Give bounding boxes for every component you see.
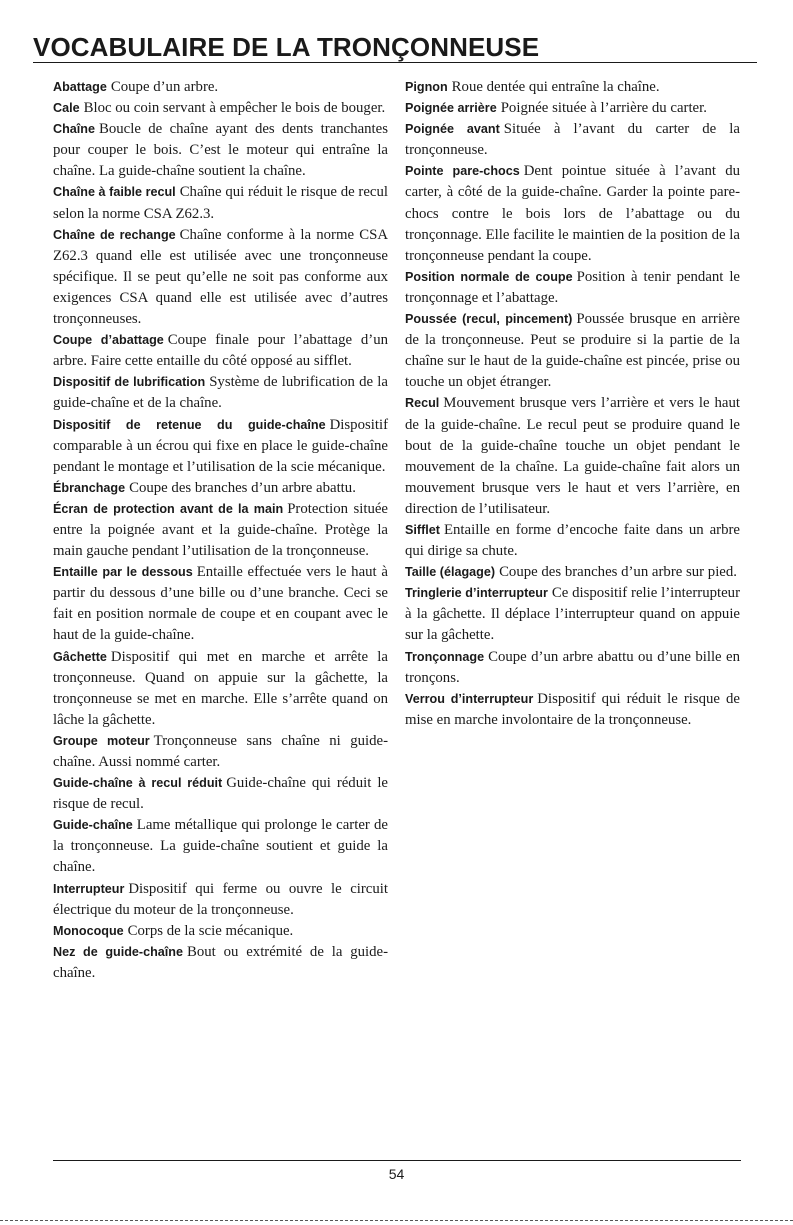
glossary-term: Poignée avant xyxy=(405,122,500,137)
glossary-term: Dispositif de retenue du guide-chaîne xyxy=(53,417,326,432)
glossary-term: Entaille par le dessous xyxy=(53,565,193,580)
glossary-entry xyxy=(53,330,388,372)
glossary-entry xyxy=(53,879,388,921)
page-number: 54 xyxy=(388,1166,405,1182)
glossary-term: Abattage xyxy=(53,80,107,94)
glossary-entry xyxy=(53,562,388,646)
glossary-term: Recul xyxy=(405,396,440,411)
glossary-definition: Corps de la scie mécanique. xyxy=(127,922,294,939)
glossary-entry xyxy=(53,921,388,942)
glossary-definition: Ce dispositif relie l’interrupteur à la gâchette. Il déplace l’interrupteur quand on appuie sur la gâchette. xyxy=(405,585,741,644)
glossary-entry xyxy=(53,942,388,984)
glossary-entry xyxy=(405,689,740,731)
glossary-term: Poignée arrière xyxy=(405,101,497,116)
page-title: VOCABULAIRE DE LA TRONÇONNEUSE xyxy=(33,32,540,62)
glossary-entry xyxy=(53,372,388,414)
glossary-definition: Boucle de chaîne ayant des dents tranchantes pour couper le bois. C’est le moteur qui entraîne la chaîne. La guide-chaîne soutient la chaîne. xyxy=(53,121,388,180)
glossary-term: Gâchette xyxy=(53,649,107,664)
glossary-definition: Bloc ou coin servant à empêcher le bois de bouger. xyxy=(83,100,386,117)
glossary-definition: Bout ou extrémité de la guide-chaîne. xyxy=(53,943,389,981)
glossary-term: Chaîne xyxy=(53,122,95,137)
glossary-entry xyxy=(405,267,740,309)
glossary-term: Taille (élagage) xyxy=(405,565,496,580)
glossary-term: Ébranchage xyxy=(53,480,126,495)
glossary-entry xyxy=(53,225,388,330)
glossary-entry xyxy=(405,98,740,119)
glossary-entry xyxy=(405,393,740,520)
glossary-definition: Mouvement brusque vers l’arrière et vers le haut de la guide-chaîne. Le recul peut se produire quand le bout de la guide-chaîne touche un objet pendant le mouvement de la chaîne. La guide-chaîne fait alors un mouvement brusque vers le haut et vers l’arrière, en direction de l’utilisateur. xyxy=(405,395,740,517)
glossary-entry xyxy=(405,520,740,562)
glossary-definition: Poignée située à l’arrière du carter. xyxy=(500,100,707,117)
glossary-definition: Entaille en forme d’encoche faite dans un arbre qui dirige sa chute. xyxy=(405,521,740,560)
title-underline xyxy=(33,62,757,63)
glossary-definition: Chaîne qui réduit le risque de recul selon la norme CSA Z62.3. xyxy=(53,184,388,222)
glossary-term: Chaîne à faible recul xyxy=(53,185,176,200)
glossary-entry xyxy=(405,161,740,266)
glossary-entry xyxy=(53,731,388,773)
glossary-entry xyxy=(53,415,388,478)
glossary-definition: Coupe des branches d’un arbre sur pied. xyxy=(499,564,737,581)
glossary-definition: Entaille effectuée vers le haut à partir du dessous d’une bille ou d’une branche. Ceci se fait en position normale de coupe et en coupant avec le haut de la guide-chaîne. xyxy=(53,564,389,644)
glossary-entry xyxy=(53,77,388,98)
glossary-definition: Tronçonneuse sans chaîne ni guide-chaîne. Aussi nommé carter. xyxy=(53,732,388,770)
glossary-entry xyxy=(405,647,740,689)
glossary-term: Poussée (recul, pincement) xyxy=(405,312,573,327)
glossary-term: Chaîne de rechange xyxy=(53,227,176,242)
glossary-definition: Guide-chaîne qui réduit le risque de recul. xyxy=(53,775,388,813)
left-column xyxy=(53,77,388,984)
glossary-term: Position normale de coupe xyxy=(405,269,573,284)
glossary-definition: Dent pointue située à l’avant du carter, à côté de la guide-chaîne. Garder la pointe pare-chocs contre le bois lors de l’abattage ou du tronçonnage. Elle facilite le maintien de la position de la tronçonneuse pendant la coupe. xyxy=(405,163,740,264)
glossary-entry xyxy=(53,647,388,731)
glossary-definition: Lame métallique qui prolonge le carter de la tronçonneuse. La guide-chaîne soutient et guide la chaîne. xyxy=(53,817,388,876)
glossary-definition: Poussée brusque en arrière de la tronçonneuse. Peut se produire si la partie de la chaîne sur le haut de la guide-chaîne est pincée, prise ou touche un objet étranger. xyxy=(405,311,740,391)
glossary-term: Verrou d’interrupteur xyxy=(405,691,534,706)
glossary-definition: Coupe finale pour l’abattage d’un arbre. Faire cette entaille du côté opposé au sifflet. xyxy=(53,332,388,370)
glossary-term: Sifflet xyxy=(405,522,440,537)
glossary-definition: Dispositif comparable à un écrou qui fixe en place le guide-chaîne pendant le montage et l’utilisation de la scie mécanique. xyxy=(53,416,388,475)
glossary-definition: Dispositif qui réduit le risque de mise en marche involontaire de la tronçonneuse. xyxy=(405,690,740,728)
glossary-definition: Coupe des branches d’un arbre abattu. xyxy=(129,479,356,496)
glossary-term: Écran de protection avant de la main xyxy=(53,501,284,516)
glossary-definition: Dispositif qui ferme ou ouvre le circuit électrique du moteur de la tronçonneuse. xyxy=(53,880,388,918)
glossary-entry xyxy=(405,119,740,161)
glossary-term: Pointe pare-chocs xyxy=(405,164,520,179)
glossary-entry xyxy=(53,182,388,224)
glossary-entry xyxy=(405,562,740,583)
glossary-term: Monocoque xyxy=(53,923,124,938)
glossary-definition: Protection située entre la poignée avant et la guide-chaîne. Protège la main gauche pendant l’utilisation de la tronçonneuse. xyxy=(53,500,388,560)
glossary-term: Tringlerie d’interrupteur xyxy=(405,586,548,601)
glossary-definition: Coupe d’un arbre abattu ou d’une bille en tronçons. xyxy=(405,648,740,686)
glossary-term: Dispositif de lubrification xyxy=(53,375,206,390)
glossary-definition: Roue dentée qui entraîne la chaîne. xyxy=(451,79,660,95)
glossary-entry xyxy=(53,773,388,815)
glossary-entry xyxy=(405,77,740,98)
glossary-definition: Chaîne conforme à la norme CSA Z62.3 quand elle est utilisée avec une tronçonneuse spécifique. Il se peut qu’elle ne soit pas conforme aux exigences CSA quand elle est utilisée avec d’autres tronçonneuses. xyxy=(53,226,389,328)
glossary-definition: Position à tenir pendant le tronçonnage et l’abattage. xyxy=(405,268,740,306)
glossary-term: Tronçonnage xyxy=(405,649,485,664)
page-edge-divider xyxy=(0,1220,793,1221)
glossary-definition: Dispositif qui met en marche et arrête la tronçonneuse. Quand on appuie sur la gâchette, la tronçonneuse se met en marche. Elle s’arrête quand on lâche la gâchette. xyxy=(53,648,388,728)
glossary-entry xyxy=(53,815,388,878)
glossary-entry xyxy=(53,499,388,562)
glossary-term: Coupe d’abattage xyxy=(53,333,164,348)
glossary-definition: Située à l’avant du carter de la tronçonneuse. xyxy=(405,121,740,159)
glossary-entry xyxy=(53,478,388,499)
glossary-definition: Coupe d’un arbre. xyxy=(110,79,219,95)
glossary-entry xyxy=(53,119,388,182)
glossary-term: Nez de guide-chaîne xyxy=(53,944,184,959)
glossary-definition: Système de lubrification de la guide-chaîne et de la chaîne. xyxy=(53,374,388,412)
glossary-entry xyxy=(405,583,740,646)
glossary-entry xyxy=(405,309,740,393)
glossary-term: Guide-chaîne à recul réduit xyxy=(53,776,223,791)
glossary-entry xyxy=(53,98,388,119)
glossary-term: Interrupteur xyxy=(53,881,125,896)
glossary-term: Groupe moteur xyxy=(53,733,150,748)
right-column xyxy=(405,77,740,731)
glossary-term: Guide-chaîne xyxy=(53,818,133,833)
glossary-term: Pignon xyxy=(405,80,448,94)
footer-divider xyxy=(53,1160,741,1161)
glossary-term: Cale xyxy=(53,101,80,116)
